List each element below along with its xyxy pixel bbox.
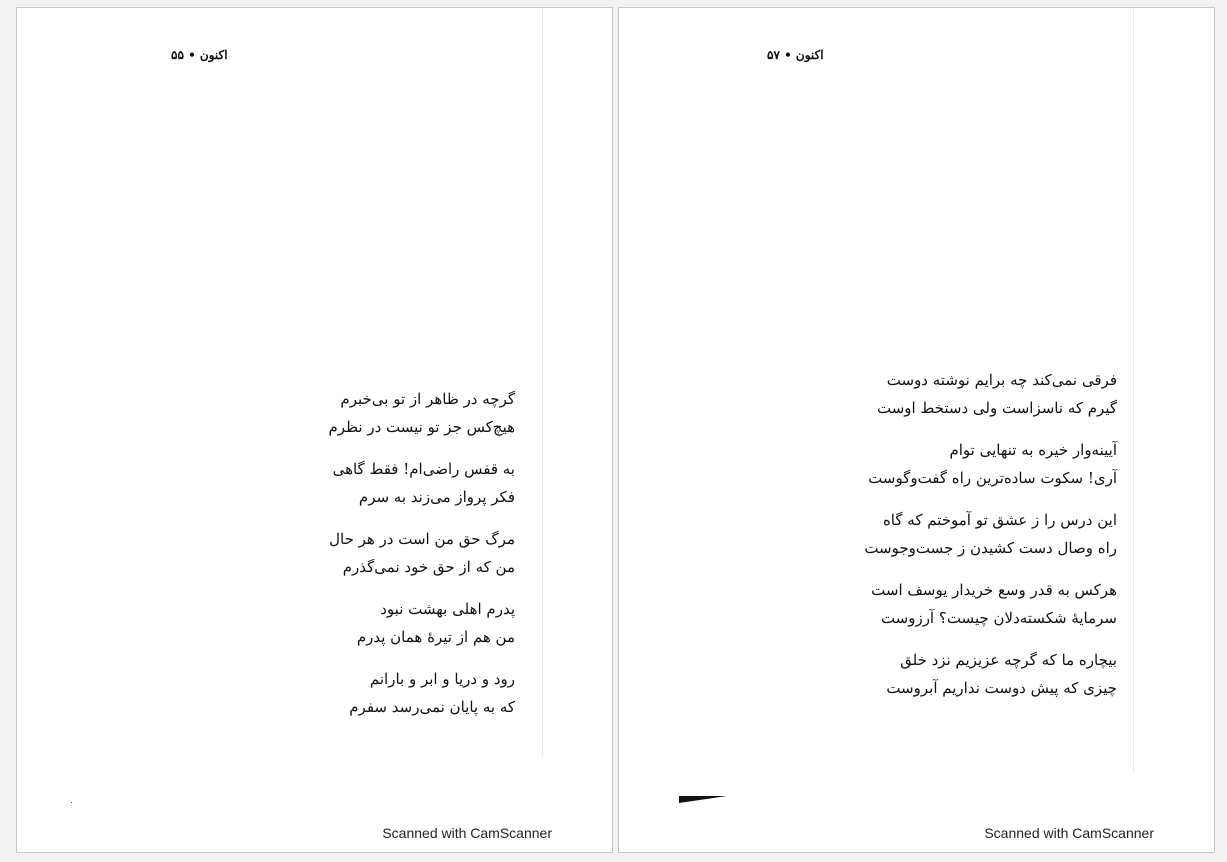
verse-line: من که از حق خود نمی‌گذرم	[342, 558, 515, 576]
poem	[864, 366, 1117, 716]
page-left	[16, 7, 613, 853]
stanza	[329, 455, 515, 511]
verse-line: فکر پرواز می‌زند به سرم	[358, 488, 515, 506]
verse-line: راه وصال دست کشیدن ز جست‌وجوست	[864, 539, 1117, 557]
verse-line: پدرم اهلی بهشت نبود	[380, 600, 515, 618]
scanner-watermark: Scanned with CamScanner	[984, 825, 1154, 841]
verse-line: آیینه‌وار خیره به تنهایی توام	[949, 441, 1117, 459]
stanza	[329, 385, 515, 441]
verse-line: بیچاره ما که گرچه عزیزیم نزد خلق	[900, 651, 1117, 669]
verse-line: من هم از تیرهٔ همان پدرم	[356, 628, 515, 646]
verse-line: هرکس به قدر وسع خریدار یوسف است	[871, 581, 1117, 599]
stanza	[329, 525, 515, 581]
verse-line: آری! سکوت ساده‌ترین راه گفت‌وگوست	[868, 469, 1117, 487]
stanza	[329, 665, 515, 721]
fold-line	[542, 8, 543, 758]
verse-line: گرچه در ظاهر از تو بی‌خبرم	[340, 390, 515, 408]
page-right	[618, 7, 1215, 853]
stanza	[864, 436, 1117, 492]
verse-line: هیچ‌کس جز تو نیست در نظرم	[328, 418, 515, 436]
stanza	[864, 506, 1117, 562]
verse-line: که به پایان نمی‌رسد سفرم	[349, 698, 515, 716]
stanza	[864, 366, 1117, 422]
fold-line	[1133, 8, 1134, 773]
page-header: اکنون • ۵۷	[767, 48, 824, 62]
scan-artifact	[71, 802, 72, 803]
scan-artifact	[679, 796, 727, 803]
verse-line: سرمایهٔ شکسته‌دلان چیست؟ آرزوست	[880, 609, 1117, 627]
poem	[329, 385, 515, 735]
stanza	[329, 595, 515, 651]
stanza	[864, 646, 1117, 702]
stanza	[864, 576, 1117, 632]
verse-line: به قفس راضی‌ام! فقط گاهی	[332, 460, 515, 478]
verse-line: گیرم که ناسزاست ولی دستخط اوست	[876, 399, 1117, 417]
verse-line: فرقی نمی‌کند چه برایم نوشته دوست	[886, 371, 1117, 389]
page-header: اکنون • ۵۵	[171, 48, 228, 62]
verse-line: این درس را ز عشق تو آموختم که گاه	[882, 511, 1117, 529]
verse-line: رود و دریا و ابر و بارانم	[369, 670, 515, 688]
verse-line: مرگ حق من است در هر حال	[329, 530, 515, 548]
scanner-watermark: Scanned with CamScanner	[382, 825, 552, 841]
verse-line: چیزی که پیش دوست نداریم آبروست	[886, 679, 1117, 697]
